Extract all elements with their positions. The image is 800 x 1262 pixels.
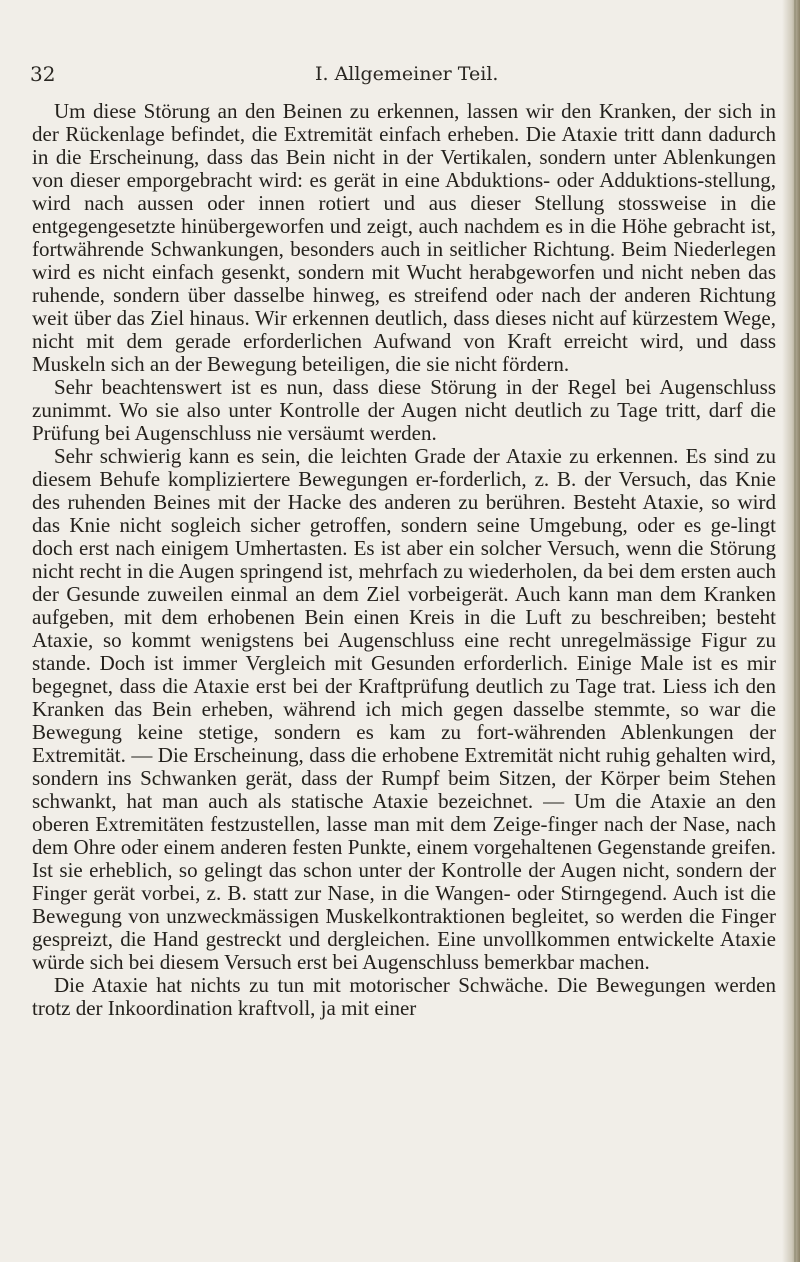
- paragraph-1: Um diese Störung an den Beinen zu erkennen, lassen wir den Kranken, der sich in der Rückenlage befindet, die Extremität einfach erheben. Die Ataxie tritt dann dadurch in die Erscheinung, dass das Bein nicht in der Vertikalen, sondern unter Ablenkungen von dieser emporgebracht wird: es gerät in eine Abduktions- oder Adduktions-stellung, wird nach aussen oder innen rotiert und aus dieser Stellung stossweise in die entgegengesetzte hinübergeworfen und zeigt, auch nachdem es in die Höhe gebracht ist, fortwährende Schwankungen, besonders auch in seitlicher Richtung. Beim Niederlegen wird es nicht einfach gesenkt, sondern mit Wucht herabgeworfen und nicht neben das ruhende, sondern über dasselbe hinweg, es streifend oder nach der anderen Richtung weit über das Ziel hinaus. Wir erkennen deutlich, dass dieses nicht auf kürzestem Wege, nicht mit dem gerade erforderlichen Aufwand von Kraft erreicht wird, und dass Muskeln sich an der Bewegung beteiligen, die sie nicht fördern.: [32, 99, 776, 376]
- page-number: 32: [30, 62, 56, 86]
- paragraph-3: Sehr schwierig kann es sein, die leichten Grade der Ataxie zu erkennen. Es sind zu diesem Behufe kompliziertere Bewegungen er-forderlich, z. B. der Versuch, das Knie des ruhenden Beines mit der Hacke des anderen zu berühren. Besteht Ataxie, so wird das Knie nicht sogleich sicher getroffen, sondern seine Umgebung, oder es ge-lingt doch erst nach einigem Umhertasten. Es ist aber ein solcher Versuch, wenn die Störung nicht recht in die Augen springend ist, mehrfach zu wiederholen, da bei dem ersten auch der Gesunde zuweilen einmal an dem Ziel vorbeigerät. Auch kann man dem Kranken aufgeben, mit dem erhobenen Bein einen Kreis in die Luft zu beschreiben; besteht Ataxie, so kommt wenigstens bei Augenschluss eine recht unregelmässige Figur zu stande. Doch ist immer Vergleich mit Gesunden erforderlich. Einige Male ist es mir begegnet, dass die Ataxie erst bei der Kraftprüfung deutlich zu Tage trat. Liess ich den Kranken das Bein erheben, während ich mich gegen dasselbe stemmte, so war die Bewegung keine stetige, sondern es kam zu fort-währenden Ablenkungen der Extremität. — Die Erscheinung, dass die erhobene Extremität nicht ruhig gehalten wird, sondern ins Schwanken gerät, dass der Rumpf beim Sitzen, der Körper beim Stehen schwankt, hat man auch als statische Ataxie bezeichnet. — Um die Ataxie an den oberen Extremitäten festzustellen, lasse man mit dem Zeige-finger nach der Nase, nach dem Ohre oder einem anderen festen Punkte, einem vorgehaltenen Gegenstande greifen. Ist sie erheblich, so gelingt das schon unter der Kontrolle der Augen nicht, sondern der Finger gerät vorbei, z. B. statt zur Nase, in die Wangen- oder Stirngegend. Auch ist die Bewegung von unzweckmässigen Muskelkontraktionen begleitet, so werden die Finger gespreizt, die Hand gestreckt und dergleichen. Eine unvollkommen entwickelte Ataxie würde sich bei diesem Versuch erst bei Augenschluss bemerkbar machen.: [32, 444, 776, 974]
- body-text: [32, 100, 776, 1020]
- paragraph-2: Sehr beachtenswert ist es nun, dass diese Störung in der Regel bei Augenschluss zunimmt. Wo sie also unter Kontrolle der Augen nicht deutlich zu Tage tritt, darf die Prüfung bei Augenschluss nie versäumt werden.: [32, 375, 776, 445]
- paragraph-4: Die Ataxie hat nichts zu tun mit motorischer Schwäche. Die Bewegungen werden trotz der Inkoordination kraftvoll, ja mit einer: [32, 973, 776, 1020]
- page-edge-shadow: [782, 0, 800, 1262]
- page-edge-line: [794, 0, 796, 1262]
- running-title: I. Allgemeiner Teil.: [315, 63, 499, 85]
